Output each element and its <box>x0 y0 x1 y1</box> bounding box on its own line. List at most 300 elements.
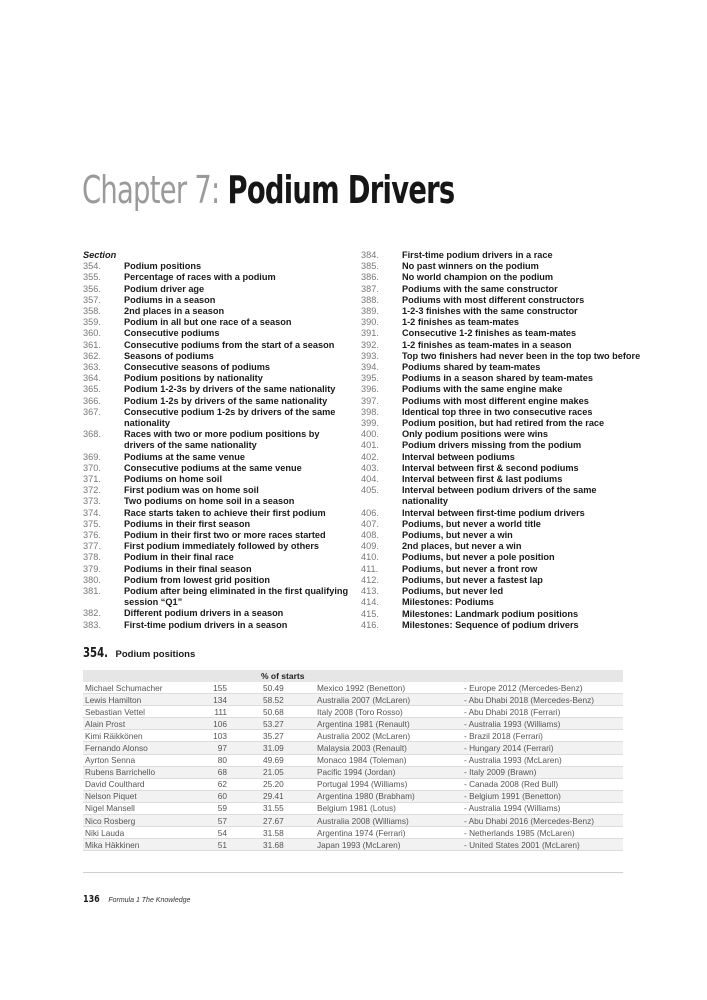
toc-item-number: 386. <box>361 272 379 283</box>
driver-name: Fernando Alonso <box>83 742 177 754</box>
toc-item-number: 356. <box>83 283 101 294</box>
podium-count: 97 <box>177 742 261 754</box>
last-podium: - Belgium 1991 (Benetton) <box>462 790 623 802</box>
table-row <box>83 790 623 802</box>
pct-of-starts: 31.09 <box>261 742 315 754</box>
toc-item-label: Consecutive podium 1-2s by drivers of the same <box>124 406 336 417</box>
toc-item-continuation <box>83 418 355 429</box>
toc-item-number: 354. <box>83 261 101 272</box>
toc-item-label: Consecutive seasons of podiums <box>124 362 271 373</box>
toc-item-label: Podiums shared by team-mates <box>402 362 541 373</box>
toc-item-label: Two podiums on home soil in a season <box>124 496 295 507</box>
toc-item <box>83 272 355 283</box>
toc-item <box>83 429 355 440</box>
toc-item <box>83 328 355 339</box>
toc-item-number: 382. <box>83 608 101 619</box>
toc-item-label: 1-2 finishes as team-mates in a season <box>402 339 572 350</box>
toc-item <box>83 552 355 563</box>
last-podium: - Australia 1994 (Williams) <box>462 802 623 814</box>
page-number: 136 <box>83 894 100 905</box>
toc-item-label: Milestones: Landmark podium positions <box>402 608 579 619</box>
toc-item-label: Interval between first & last podiums <box>402 474 563 485</box>
toc-item-label: Identical top three in two consecutive races <box>402 406 593 417</box>
toc-item-number: 378. <box>83 552 101 563</box>
toc-item-label: Consecutive podiums from the start of a season <box>124 339 335 350</box>
toc-item-number: 390. <box>361 317 379 328</box>
toc-item-number: 373. <box>83 496 101 507</box>
toc-item-label: Interval between first & second podiums <box>402 462 579 473</box>
first-podium: Mexico 1992 (Benetton) <box>315 682 462 694</box>
podium-count: 62 <box>177 778 261 790</box>
toc-item-label: Percentage of races with a podium <box>124 272 276 283</box>
toc-item-number: 397. <box>361 395 379 406</box>
toc-item-label: Podiums with the same engine make <box>402 384 563 395</box>
table-row <box>83 778 623 790</box>
toc-indent <box>361 496 402 507</box>
toc-item-label: First-time podium drivers in a season <box>124 619 288 630</box>
toc-item <box>361 508 641 519</box>
toc-item-label: Only podium positions were wins <box>402 429 548 440</box>
first-podium: Australia 2007 (McLaren) <box>315 694 462 706</box>
toc-item-number: 406. <box>361 507 379 518</box>
toc-right-column <box>361 250 641 631</box>
toc-item-label: 2nd places in a season <box>124 306 225 316</box>
toc-item <box>361 261 641 272</box>
col-header-podiums <box>177 670 261 682</box>
table-row <box>83 802 623 814</box>
table-row <box>83 839 623 851</box>
toc-item-label: Podiums at the same venue <box>124 451 246 462</box>
table-row <box>83 766 623 778</box>
pct-of-starts: 29.41 <box>261 790 315 802</box>
toc-item-number: 376. <box>83 530 101 541</box>
toc-item-label: Podiums in their first season <box>124 518 251 529</box>
toc-item-number: 362. <box>83 350 101 361</box>
toc-item-label: Interval between first-time podium drivers <box>402 507 585 518</box>
toc-item-label: First podium immediately followed by others <box>124 541 320 552</box>
toc-item-number: 369. <box>83 451 101 462</box>
podium-count: 134 <box>177 694 261 706</box>
toc-item-number: 414. <box>361 597 379 608</box>
toc-item-number: 399. <box>361 418 379 429</box>
first-podium: Monaco 1984 (Toleman) <box>315 754 462 766</box>
toc-item-number: 415. <box>361 608 379 619</box>
toc-item-label: Podiums with most different engine makes <box>402 395 589 406</box>
table-header-row <box>83 670 623 682</box>
table-row <box>83 742 623 754</box>
last-podium: - Hungary 2014 (Ferrari) <box>462 742 623 754</box>
pct-of-starts: 25.20 <box>261 778 315 790</box>
toc-item-label: Consecutive podiums <box>124 328 220 339</box>
podium-count: 103 <box>177 730 261 742</box>
toc-item <box>83 295 355 306</box>
toc-item-number: 411. <box>361 563 379 574</box>
toc-item <box>361 620 641 631</box>
toc-item <box>83 564 355 575</box>
toc-item <box>83 384 355 395</box>
toc-item-label: Podiums, but never led <box>402 586 504 597</box>
toc-item <box>361 418 641 429</box>
toc-item <box>83 261 355 272</box>
toc-item <box>361 306 641 317</box>
toc-item-number: 366. <box>83 395 101 406</box>
section-heading <box>83 644 195 662</box>
toc-item-number: 393. <box>361 350 379 361</box>
driver-name: Kimi Räikkönen <box>83 730 177 742</box>
first-podium: Argentina 1981 (Renault) <box>315 718 462 730</box>
pct-of-starts: 49.69 <box>261 754 315 766</box>
pct-of-starts: 53.27 <box>261 718 315 730</box>
table-row <box>83 754 623 766</box>
last-podium: - Italy 2009 (Brawn) <box>462 766 623 778</box>
toc-item-label: Milestones: Sequence of podium drivers <box>402 619 579 630</box>
table-row <box>83 815 623 827</box>
pct-of-starts: 31.58 <box>261 827 315 839</box>
toc-item-label: Podiums, but never a win <box>402 530 513 541</box>
toc-item <box>361 384 641 395</box>
toc-item-number: 391. <box>361 328 379 339</box>
pct-of-starts: 50.49 <box>261 682 315 694</box>
toc-item-label: Podiums in their final season <box>124 563 252 574</box>
pct-of-starts: 50.68 <box>261 706 315 718</box>
toc-indent <box>83 440 124 451</box>
driver-name: Niki Lauda <box>83 827 177 839</box>
toc-item-label: Podiums, but never a fastest lap <box>402 574 543 585</box>
podium-count: 57 <box>177 815 261 827</box>
toc-item <box>83 306 355 317</box>
last-podium: - Brazil 2018 (Ferrari) <box>462 730 623 742</box>
toc-item <box>83 575 355 586</box>
podium-count: 80 <box>177 754 261 766</box>
toc-item <box>83 373 355 384</box>
toc-item-number: 413. <box>361 586 379 597</box>
toc-item-label-continued: drivers of the same nationality <box>124 440 257 451</box>
toc-item <box>361 564 641 575</box>
toc-item <box>361 272 641 283</box>
toc-item-number: 408. <box>361 530 379 541</box>
toc-left-column <box>83 250 355 631</box>
toc-item-label-continued: session “Q1” <box>124 597 183 608</box>
toc-item <box>83 362 355 373</box>
first-podium: Australia 2008 (Williams) <box>315 815 462 827</box>
toc-item-label: First-time podium drivers in a race <box>402 250 553 260</box>
podium-count: 68 <box>177 766 261 778</box>
podium-count: 60 <box>177 790 261 802</box>
toc-item <box>361 362 641 373</box>
last-podium: - Canada 2008 (Red Bull) <box>462 778 623 790</box>
table-row <box>83 682 623 694</box>
toc-item-label: Podium positions by nationality <box>124 373 263 384</box>
toc-item <box>83 519 355 530</box>
podium-count: 59 <box>177 802 261 814</box>
toc-item-number: 383. <box>83 619 101 630</box>
toc-item-continuation <box>83 440 355 451</box>
toc-item <box>361 552 641 563</box>
toc-item-label: Race starts taken to achieve their first podium <box>124 507 326 518</box>
toc-item <box>83 317 355 328</box>
toc-item-label: 2nd places, but never a win <box>402 541 522 552</box>
toc-item-label: Seasons of podiums <box>124 350 214 361</box>
podium-positions-table <box>83 670 623 851</box>
toc-item-label: Interval between podiums <box>402 451 515 462</box>
pct-of-starts: 31.68 <box>261 839 315 851</box>
toc-item-number: 385. <box>361 261 379 272</box>
toc-item-number: 404. <box>361 474 379 485</box>
toc-item-number: 379. <box>83 563 101 574</box>
pct-of-starts: 21.05 <box>261 766 315 778</box>
toc-item-number: 363. <box>83 362 101 373</box>
toc-item <box>83 508 355 519</box>
toc-item-continuation <box>361 496 641 507</box>
toc-item-label-continued: nationality <box>124 418 170 429</box>
first-podium: Pacific 1994 (Jordan) <box>315 766 462 778</box>
toc-item-number: 416. <box>361 619 379 630</box>
toc-item-number: 410. <box>361 552 379 563</box>
toc-item <box>83 530 355 541</box>
toc-item-number: 357. <box>83 294 101 305</box>
toc-item-number: 358. <box>83 306 101 316</box>
podium-count: 106 <box>177 718 261 730</box>
toc-item-number: 401. <box>361 440 379 451</box>
toc-item-number: 371. <box>83 474 101 485</box>
toc-item <box>361 530 641 541</box>
col-header-last <box>462 670 623 682</box>
toc-item-number: 405. <box>361 485 379 496</box>
chapter-prefix: Chapter 7: <box>82 168 220 212</box>
last-podium: - Australia 1993 (McLaren) <box>462 754 623 766</box>
toc-item-number: 394. <box>361 362 379 373</box>
toc-indent <box>83 597 124 608</box>
toc-item-number: 375. <box>83 518 101 529</box>
toc-item <box>361 396 641 407</box>
toc-item-number: 384. <box>361 250 379 260</box>
podium-count: 51 <box>177 839 261 851</box>
toc-item-label: Podium 1-2-3s by drivers of the same nationality <box>124 384 336 395</box>
toc-item-number: 368. <box>83 429 101 440</box>
toc-item-number: 364. <box>83 373 101 384</box>
toc-item <box>83 340 355 351</box>
toc-item-number: 392. <box>361 339 379 350</box>
driver-name: Alain Prost <box>83 718 177 730</box>
toc-item <box>361 485 641 496</box>
toc-item <box>361 328 641 339</box>
toc-item <box>83 485 355 496</box>
toc-item <box>361 440 641 451</box>
book-title: Formula 1 The Knowledge <box>108 897 191 904</box>
toc-item <box>361 295 641 306</box>
toc-item <box>83 284 355 295</box>
toc-item <box>361 429 641 440</box>
last-podium: - Europe 2012 (Mercedes-Benz) <box>462 682 623 694</box>
section-title: Podium positions <box>115 649 196 660</box>
toc-item-number: 388. <box>361 294 379 305</box>
toc-item-label: Podiums in a season shared by team-mates <box>402 373 593 384</box>
first-podium: Australia 2002 (McLaren) <box>315 730 462 742</box>
toc-item-number: 396. <box>361 384 379 395</box>
toc-item-label: Podiums in a season <box>124 294 216 305</box>
first-podium: Argentina 1974 (Ferrari) <box>315 827 462 839</box>
toc-item <box>361 452 641 463</box>
toc-item-number: 380. <box>83 574 101 585</box>
toc-item-label: Podium in their first two or more races started <box>124 530 326 541</box>
driver-name: Lewis Hamilton <box>83 694 177 706</box>
table-row <box>83 706 623 718</box>
last-podium: - Netherlands 1985 (McLaren) <box>462 827 623 839</box>
toc-item-number: 360. <box>83 328 101 339</box>
toc-item-number: 370. <box>83 462 101 473</box>
toc-item-number: 407. <box>361 518 379 529</box>
toc-item <box>83 586 355 597</box>
toc-item <box>361 586 641 597</box>
driver-name: Michael Schumacher <box>83 682 177 694</box>
toc-item <box>361 407 641 418</box>
col-header-pct-starts: % of starts <box>261 670 315 682</box>
pct-of-starts: 58.52 <box>261 694 315 706</box>
col-header-driver <box>83 670 177 682</box>
toc-indent <box>83 418 124 429</box>
toc-item-label: Milestones: Podiums <box>402 597 494 608</box>
last-podium: - Abu Dhabi 2018 (Mercedes-Benz) <box>462 694 623 706</box>
table-row <box>83 718 623 730</box>
toc-item-label: Podium from lowest grid position <box>124 574 270 585</box>
footer-divider <box>83 872 623 873</box>
toc-item <box>83 608 355 619</box>
driver-name: Sebastian Vettel <box>83 706 177 718</box>
toc-item-label: Podiums, but never a front row <box>402 563 538 574</box>
pct-of-starts: 27.67 <box>261 815 315 827</box>
podium-count: 155 <box>177 682 261 694</box>
toc-item-label: Podium positions <box>124 261 202 272</box>
toc-item-number: 409. <box>361 541 379 552</box>
first-podium: Japan 1993 (McLaren) <box>315 839 462 851</box>
toc-item-label: Interval between podium drivers of the same <box>402 485 597 496</box>
toc-item-label: Podiums on home soil <box>124 474 223 485</box>
pct-of-starts: 35.27 <box>261 730 315 742</box>
podium-count: 111 <box>177 706 261 718</box>
toc-item <box>361 284 641 295</box>
toc-item-number: 387. <box>361 283 379 294</box>
last-podium: - Abu Dhabi 2018 (Ferrari) <box>462 706 623 718</box>
toc-item-label: Podium driver age <box>124 283 205 294</box>
last-podium: - United States 2001 (McLaren) <box>462 839 623 851</box>
toc-item-number: 403. <box>361 462 379 473</box>
table-row <box>83 694 623 706</box>
toc-item-label: First podium was on home soil <box>124 485 259 496</box>
toc-item-number: 377. <box>83 541 101 552</box>
toc-item-number: 398. <box>361 406 379 417</box>
toc-item-number: 402. <box>361 451 379 462</box>
toc-item <box>361 541 641 552</box>
toc-item-label: No past winners on the podium <box>402 261 539 272</box>
toc-item-label-continued: nationality <box>402 496 448 507</box>
toc-item <box>361 373 641 384</box>
toc-item <box>361 250 641 261</box>
toc-item-number: 361. <box>83 339 101 350</box>
toc-item <box>361 519 641 530</box>
toc-item-label: Podium position, but had retired from the race <box>402 418 605 429</box>
toc-item-label: Podium in their final race <box>124 552 234 563</box>
toc-item <box>361 351 641 362</box>
toc-item <box>83 351 355 362</box>
first-podium: Argentina 1980 (Brabham) <box>315 790 462 802</box>
toc-item-label: No world champion on the podium <box>402 272 554 283</box>
toc-item-number: 355. <box>83 272 101 283</box>
last-podium: - Abu Dhabi 2016 (Mercedes-Benz) <box>462 815 623 827</box>
toc-item-label: Consecutive 1-2 finishes as team-mates <box>402 328 577 339</box>
toc-item-number: 395. <box>361 373 379 384</box>
chapter-title <box>82 160 454 220</box>
toc-item <box>83 620 355 631</box>
toc-item-number: 389. <box>361 306 379 317</box>
toc-item <box>83 407 355 418</box>
toc-header: Section <box>83 250 117 260</box>
toc-item-number: 365. <box>83 384 101 395</box>
first-podium: Belgium 1981 (Lotus) <box>315 802 462 814</box>
driver-name: Nico Rosberg <box>83 815 177 827</box>
toc-item <box>361 609 641 620</box>
last-podium: - Australia 1993 (Williams) <box>462 718 623 730</box>
toc-item-number: 372. <box>83 485 101 496</box>
toc-item-label: 1-2-3 finishes with the same constructor <box>402 306 578 317</box>
toc-item <box>83 541 355 552</box>
toc-item-label: Podiums, but never a world title <box>402 518 541 529</box>
toc-item-label: Top two finishers had never been in the top two before <box>402 350 641 361</box>
table-row <box>83 827 623 839</box>
toc-item-number: 381. <box>83 586 101 597</box>
driver-name: Rubens Barrichello <box>83 766 177 778</box>
first-podium: Portugal 1994 (Williams) <box>315 778 462 790</box>
toc-item <box>83 496 355 507</box>
toc-item-label: Podium after being eliminated in the first qualifying <box>124 586 349 597</box>
first-podium: Malaysia 2003 (Renault) <box>315 742 462 754</box>
driver-name: Nigel Mansell <box>83 802 177 814</box>
toc-item-continuation <box>83 597 355 608</box>
pct-of-starts: 31.55 <box>261 802 315 814</box>
toc-item-label: Podiums with the same constructor <box>402 283 558 294</box>
toc-item <box>83 396 355 407</box>
toc-item-number: 367. <box>83 406 101 417</box>
toc-item <box>361 575 641 586</box>
podium-count: 54 <box>177 827 261 839</box>
first-podium: Italy 2008 (Toro Rosso) <box>315 706 462 718</box>
toc-item-label: Podiums, but never a pole position <box>402 552 555 563</box>
driver-name: Nelson Piquet <box>83 790 177 802</box>
toc-item-label: Different podium drivers in a season <box>124 608 284 619</box>
toc-item-label: Podium in all but one race of a season <box>124 317 292 328</box>
table-row <box>83 730 623 742</box>
chapter-name: Podium Drivers <box>227 168 455 212</box>
toc-item <box>361 317 641 328</box>
toc-item-number: 359. <box>83 317 101 328</box>
toc-item <box>83 452 355 463</box>
toc-item <box>83 463 355 474</box>
toc-item <box>361 463 641 474</box>
toc-item-label: Podiums with most different constructors <box>402 294 585 305</box>
section-number: 354. <box>83 646 109 661</box>
toc-item <box>361 597 641 608</box>
toc-item <box>361 474 641 485</box>
toc-item-label: Podium 1-2s by drivers of the same nationality <box>124 395 328 406</box>
driver-name: Ayrton Senna <box>83 754 177 766</box>
driver-name: David Coulthard <box>83 778 177 790</box>
col-header-first <box>315 670 462 682</box>
toc-item-label: Consecutive podiums at the same venue <box>124 462 302 473</box>
page-footer <box>83 889 190 907</box>
toc-item-label: Races with two or more podium positions by <box>124 429 320 440</box>
driver-name: Mika Häkkinen <box>83 839 177 851</box>
toc-item-number: 412. <box>361 574 379 585</box>
toc-item-label: Podium drivers missing from the podium <box>402 440 582 451</box>
